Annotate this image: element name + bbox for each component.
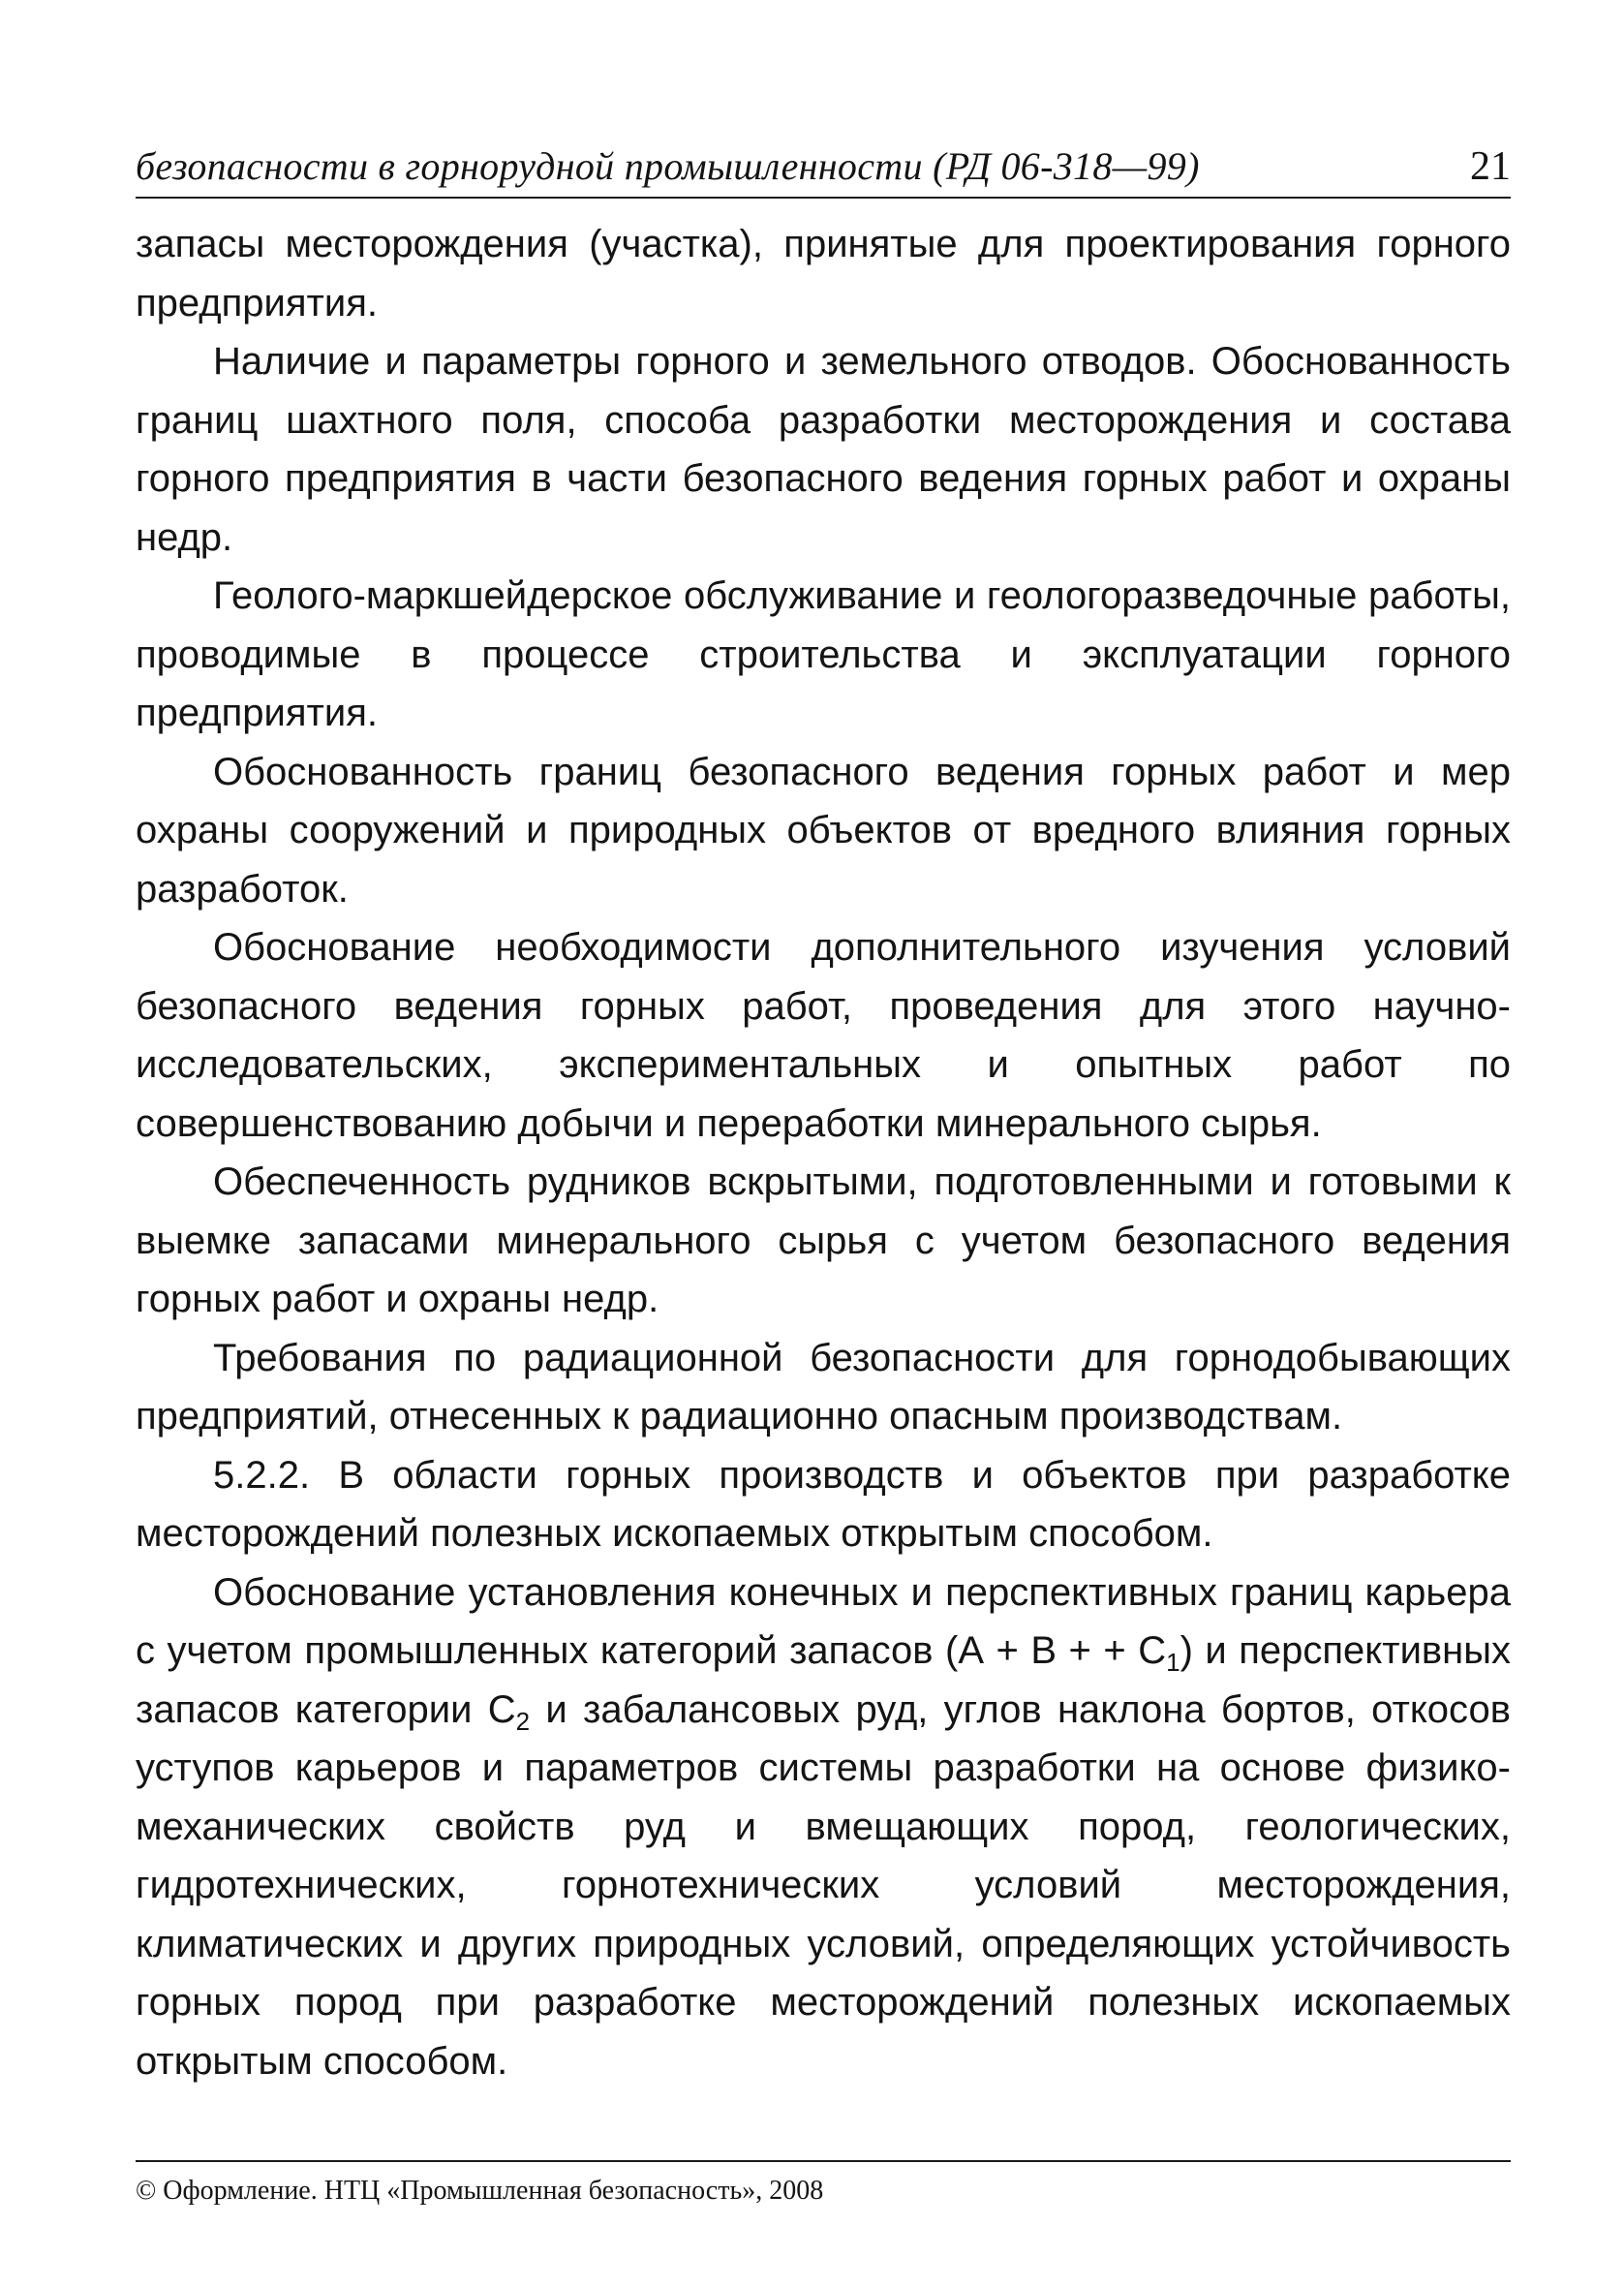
- paragraph-2: Наличие и параметры горного и земельного отводов. Обоснованность границ шахтного поля, способа разработки месторождения и состава горного предприятия в части безопасного ведения горных работ и охраны недр.: [136, 340, 1511, 559]
- running-title: безопасности в горнорудной промышленности (РД 06-318—99): [136, 144, 1200, 188]
- header-divider: [136, 197, 1511, 199]
- paragraph-7: Требования по радиационной безопасности для горнодобывающих предприятий, отнесенных к радиационно опасным производствам.: [136, 1336, 1511, 1438]
- footer-copyright: © Оформление. НТЦ «Промышленная безопасность», 2008: [136, 2176, 824, 2206]
- page-number: 21: [1470, 144, 1511, 189]
- paragraph-9: [136, 1563, 1511, 2091]
- paragraph-5: Обоснование необходимости дополнительного изучения условий безопасного ведения горных работ, проведения для этого научно-исследовательских, экспериментальных и опытных работ по совершенствованию добычи и переработки минерального сырья.: [136, 926, 1511, 1145]
- footer-divider: [136, 2160, 1511, 2162]
- paragraph-9-part-3: и забалансовых руд, углов наклона бортов, откосов уступов карьеров и параметров системы разработки на основе физико-механических свойств руд и вмещающих пород, геологических, гидротехнических, горнотехнических условий месторождения, климатических и других природных условий, определяющих устойчивость горных пород при разработке месторождений полезных ископаемых открытым способом.: [136, 1687, 1511, 2083]
- paragraph-9-part-1: Обоснование установления конечных и перспективных границ карьера с учетом промышленных категорий запасов (А + В + + С: [136, 1570, 1511, 1672]
- paragraph-3: Геолого-маркшейдерское обслуживание и геологоразведочные работы, проводимые в процессе строительства и эксплуатации горного предприятия.: [136, 574, 1511, 734]
- running-header: [136, 143, 1511, 201]
- body-text: [136, 215, 1511, 2090]
- paragraph-8-section-5-2-2: 5.2.2. В области горных производств и объектов при разработке месторождений полезных ископаемых открытым способом.: [136, 1453, 1511, 1555]
- subscript-c2: 2: [515, 1706, 531, 1736]
- paragraph-6: Обеспеченность рудников вскрытыми, подготовленными и готовыми к выемке запасами минерального сырья с учетом безопасного ведения горных работ и охраны недр.: [136, 1160, 1511, 1320]
- paragraph-9-part-2: ) и перспективных запасов категории С: [136, 1629, 1511, 1731]
- paragraph-1: запасы месторождения (участка), принятые для проектирования горного предприятия.: [136, 223, 1511, 325]
- subscript-c1: 1: [1166, 1648, 1180, 1677]
- paragraph-4: Обоснованность границ безопасного ведения горных работ и мер охраны сооружений и природных объектов от вредного влияния горных разработок.: [136, 750, 1511, 911]
